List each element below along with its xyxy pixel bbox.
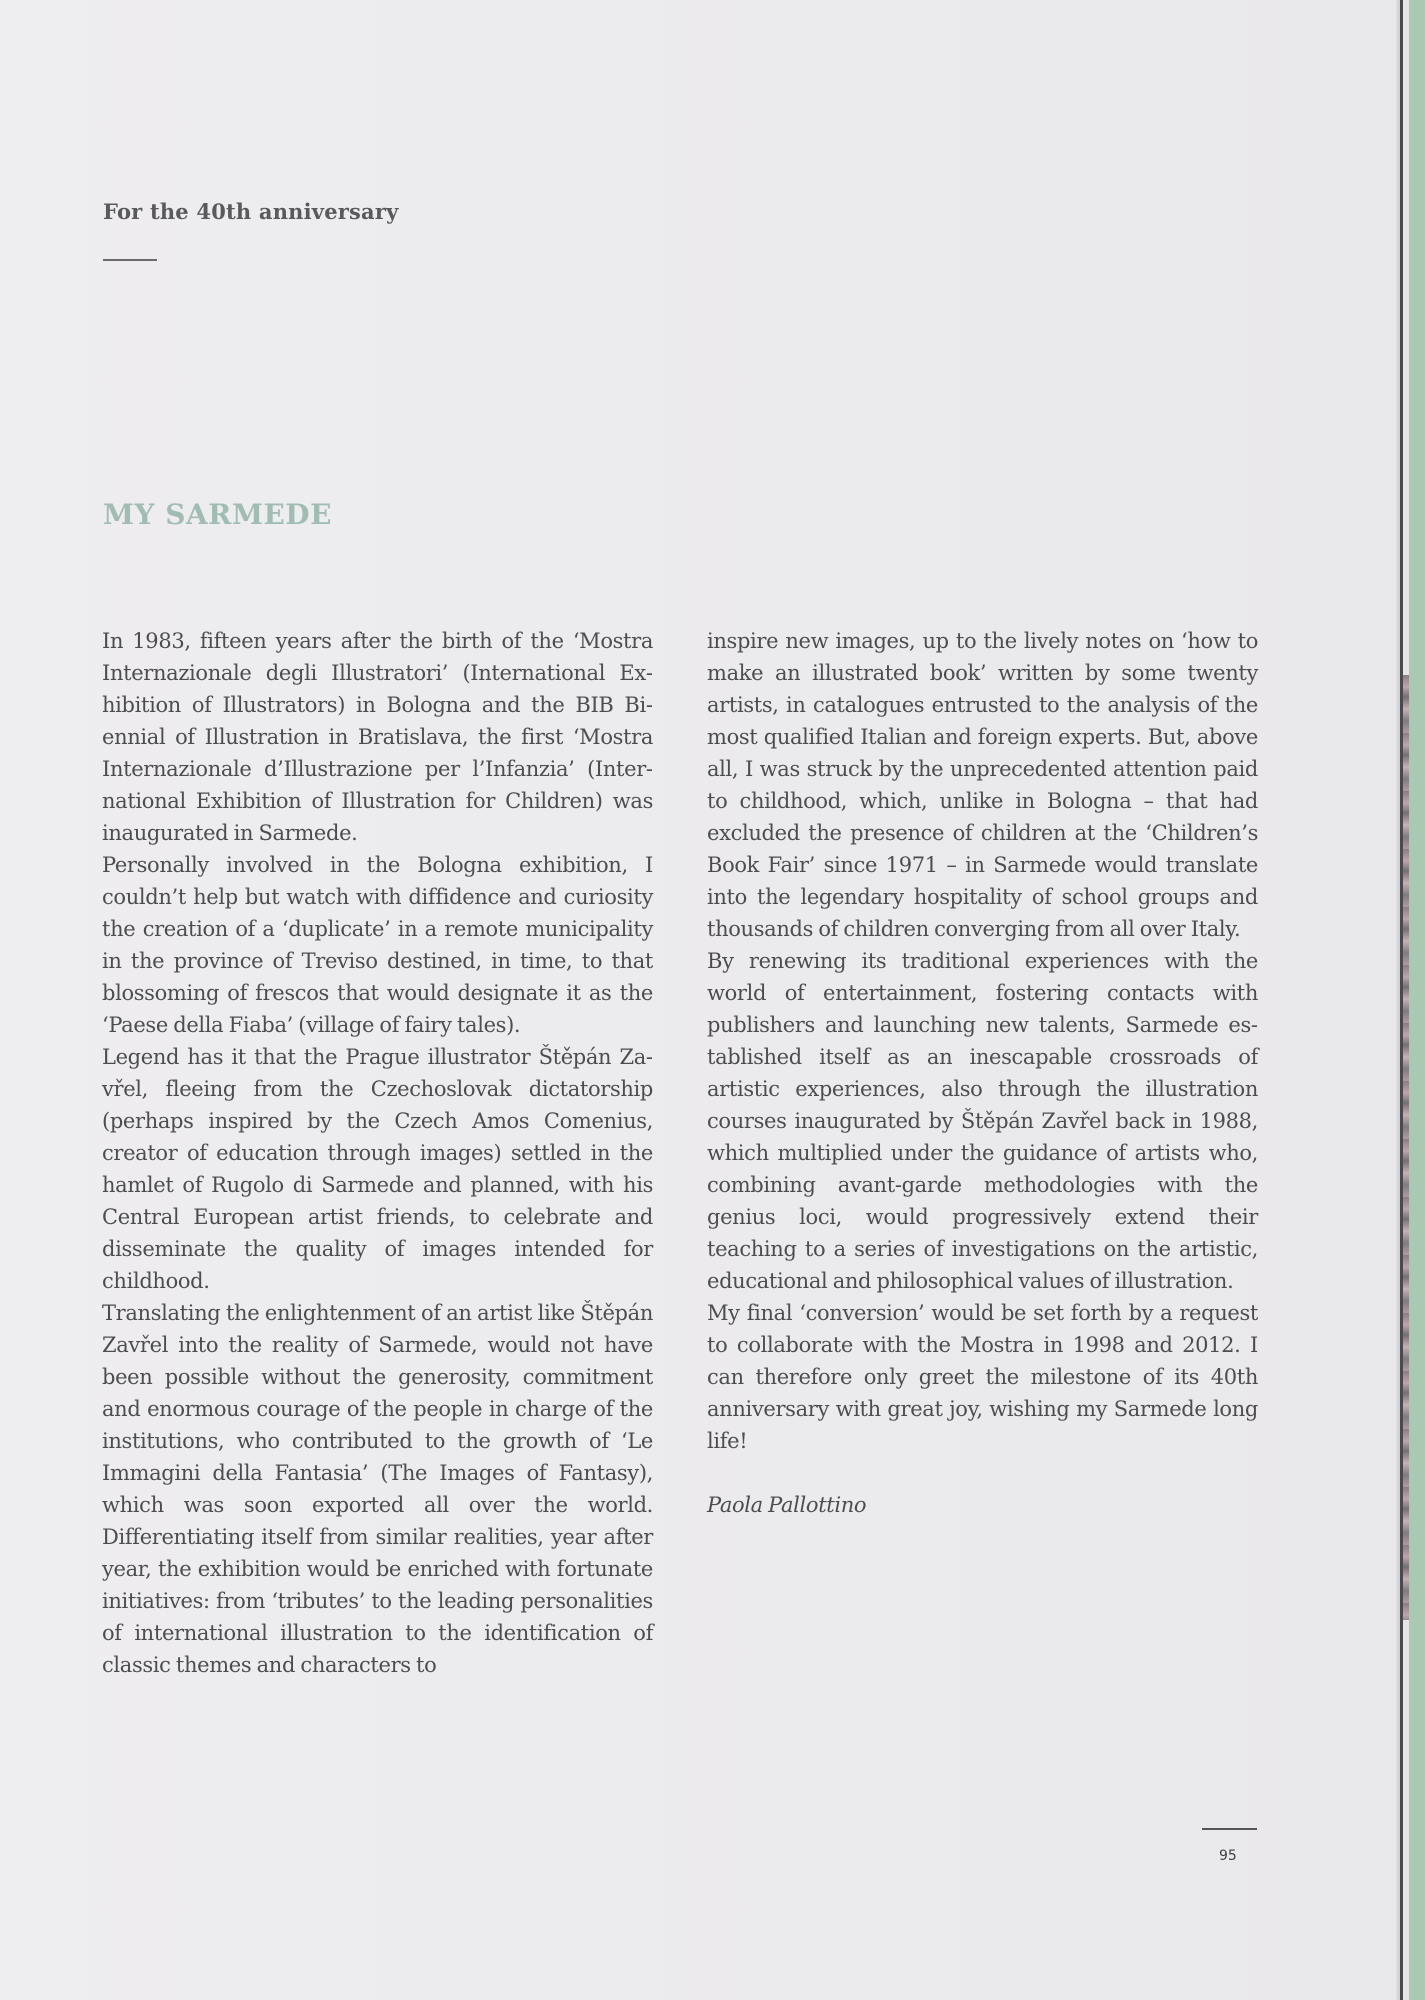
page-number: 95: [1219, 1848, 1237, 1864]
kicker-divider: [103, 259, 157, 261]
article-title: MY SARMEDE: [103, 498, 332, 531]
paragraph: In 1983, fifteen years after the birth of the ‘Mostra Internazionale degli Illustratori’ (International Exhibition of Illustrators) in Bologna and the BIB Biennial of Illustration in Bratislava, the first ‘Mostra Internazionale d’Illustrazione per l’Infanzia’ (International Exhibition of Illustration for Children) was inaugurated in Sarmede.: [102, 629, 653, 845]
right-text-column: [707, 625, 1258, 1521]
paragraph: My final ‘conversion’ would be set forth by a request to collaborate with the Mostra in 1998 and 2012. I can therefore only greet the milestone of its 40th anniversary with great joy, wishing my Sarmede long life!: [707, 1301, 1258, 1453]
paragraph: inspire new images, up to the lively notes on ‘how to make an illustrated book’ written by some twenty artists, in catalogues entrusted to the analysis of the most qualified Italian and foreign experts. But, above all, I was struck by the unprecedented attention paid to childhood, which, unlike in Bologna – that had excluded the presence of children at the ‘Children’s Book Fair’ since 1971 – in Sarmede would translate into the legendary hospitality of school groups and thousands of children converging from all over Italy.: [707, 629, 1258, 941]
cover-edge: [1409, 0, 1425, 2000]
paragraph: Translating the enlightenment of an artist like Štěpán Zavřel into the reality of Sarmede, would not have been possible without the generosity, commitment and enormous courage of the people in charge of the institutions, who contributed to the growth of ‘Le Immagini della Fantasia’ (The Images of Fantasy), which was soon exported all over the world. Differentiating itself from similar realities, year after year, the exhibition would be enriched with fortunate initiatives: from ‘tributes’ to the leading personalities of international illustration to the identification of classic themes and characters to: [102, 1301, 653, 1677]
paragraph: By renewing its traditional experiences with the world of entertainment, fostering contacts with publishers and launching new talents, Sarmede established itself as an inescapable crossroads of artistic experiences, also through the illustration courses inaugurated by Štěpán Zavřel back in 1988, which multiplied under the guidance of artists who, combining avant-garde methodologies with the genius loci, would progressively extend their teaching to a series of investigations on the artistic, educational and philosophical values of illustration.: [707, 949, 1258, 1293]
author-signature: Paola Pallottino: [707, 1493, 867, 1517]
page-number-divider: [1202, 1828, 1257, 1830]
paragraph: Legend has it that the Prague illustrator Štěpán Zavřel, fleeing from the Czechoslovak dictatorship (perhaps inspired by the Czech Amos Comenius, creator of education through images) settled in the hamlet of Rugolo di Sarmede and planned, with his Central European artist friends, to celebrate and disseminate the quality of images intended for childhood.: [102, 1045, 653, 1293]
paragraph: Personally involved in the Bologna exhibition, I couldn’t help but watch with diffidence and curiosity the creation of a ‘duplicate’ in a remote municipality in the province of Treviso destined, in time, to that blossoming of frescos that would designate it as the ‘Paese della Fiaba’ (village of fairy tales).: [102, 853, 653, 1037]
section-kicker: For the 40th anniversary: [103, 199, 399, 224]
left-text-column: [102, 625, 653, 1681]
